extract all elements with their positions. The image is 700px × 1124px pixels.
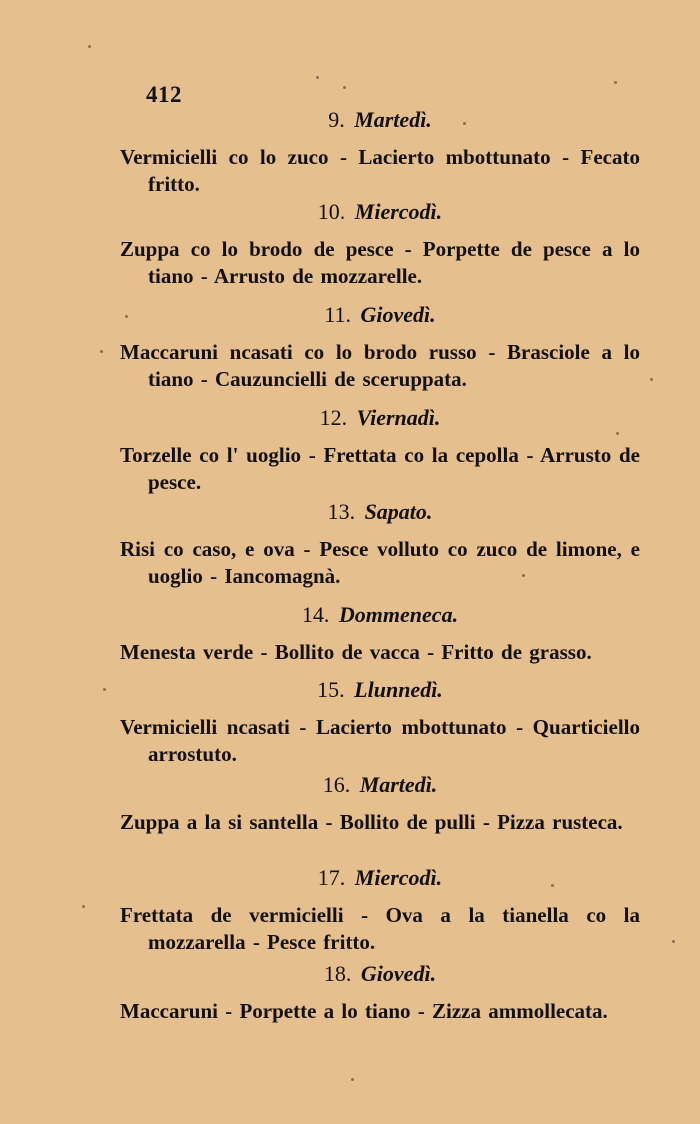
day-name: Miercodì. bbox=[354, 865, 443, 890]
menu-text: Maccaruni - Porpette a lo tiano - Zizza ammollecata. bbox=[120, 999, 608, 1023]
menu-entry bbox=[120, 960, 640, 1025]
menu-entry bbox=[120, 106, 640, 198]
day-heading bbox=[120, 771, 640, 799]
paper-speck bbox=[316, 76, 319, 79]
day-name: Martedì. bbox=[359, 772, 438, 797]
day-heading bbox=[120, 198, 640, 226]
paper-speck bbox=[614, 81, 617, 84]
menu-entry bbox=[120, 864, 640, 956]
day-number: 14. bbox=[301, 602, 330, 627]
day-name: Miercodì. bbox=[354, 199, 443, 224]
paper-speck bbox=[82, 905, 85, 908]
menu-entry bbox=[120, 301, 640, 393]
day-number: 11. bbox=[324, 302, 352, 327]
menu-text: Zuppa co lo brodo de pesce - Porpette de pesce a lo tiano - Arrusto de mozzarelle. bbox=[120, 237, 640, 288]
day-name: Giovedì. bbox=[360, 961, 437, 986]
menu-entry bbox=[120, 498, 640, 590]
menu-entry bbox=[120, 404, 640, 496]
day-heading bbox=[120, 498, 640, 526]
paper-speck bbox=[551, 884, 554, 887]
menu-text: Menesta verde - Bollito de vacca - Fritto de grasso. bbox=[120, 640, 592, 664]
menu-entry bbox=[120, 771, 640, 836]
day-name: Dommeneca. bbox=[338, 602, 459, 627]
paper-speck bbox=[125, 315, 128, 318]
menu-text: Vermicielli co lo zuco - Lacierto mbottunato - Fecato fritto. bbox=[120, 145, 640, 196]
page-number: 412 bbox=[146, 82, 182, 107]
menu-text: Frettata de vermicielli - Ova a la tianella co la mozzarella - Pesce fritto. bbox=[120, 903, 640, 954]
day-heading bbox=[120, 301, 640, 329]
day-name: Llunnedì. bbox=[354, 677, 443, 702]
day-heading bbox=[120, 601, 640, 629]
day-number: 12. bbox=[319, 405, 348, 430]
menu-entry bbox=[120, 676, 640, 768]
day-heading bbox=[120, 404, 640, 432]
paper-speck bbox=[103, 688, 106, 691]
day-heading bbox=[120, 106, 640, 134]
paper-speck bbox=[88, 45, 91, 48]
paper-speck bbox=[672, 940, 675, 943]
menu-text: Zuppa a la si santella - Bollito de pulli - Pizza rusteca. bbox=[120, 810, 623, 834]
day-number: 18. bbox=[323, 961, 352, 986]
day-number: 9. bbox=[328, 107, 345, 132]
day-number: 17. bbox=[317, 865, 346, 890]
day-name: Martedì. bbox=[354, 107, 432, 132]
menu-text: Torzelle co l' uoglio - Frettata co la cepolla - Arrusto de pesce. bbox=[120, 443, 640, 494]
paper-speck bbox=[100, 350, 103, 353]
day-heading bbox=[120, 960, 640, 988]
menu-text: Vermicielli ncasati - Lacierto mbottunato - Quarticiello arrostuto. bbox=[120, 715, 640, 766]
menu-entry bbox=[120, 601, 640, 666]
paper-speck bbox=[650, 378, 653, 381]
day-heading bbox=[120, 676, 640, 704]
day-heading bbox=[120, 864, 640, 892]
day-number: 13. bbox=[327, 499, 356, 524]
paper-speck bbox=[463, 122, 466, 125]
paper-speck bbox=[522, 574, 525, 577]
day-number: 10. bbox=[317, 199, 346, 224]
paper-speck bbox=[343, 86, 346, 89]
day-name: Viernadì. bbox=[356, 405, 441, 430]
day-name: Sapato. bbox=[364, 499, 433, 524]
paper-speck bbox=[616, 432, 619, 435]
menu-entry bbox=[120, 198, 640, 290]
menu-text: Risi co caso, e ova - Pesce volluto co zuco de limone, e uoglio - Iancomagnà. bbox=[120, 537, 640, 588]
paper-speck bbox=[351, 1078, 354, 1081]
day-number: 15. bbox=[317, 677, 345, 702]
menu-text: Maccaruni ncasati co lo brodo russo - Brasciole a lo tiano - Cauzuncielli de sceruppata. bbox=[120, 340, 640, 391]
day-number: 16. bbox=[322, 772, 351, 797]
day-name: Giovedì. bbox=[360, 302, 436, 327]
